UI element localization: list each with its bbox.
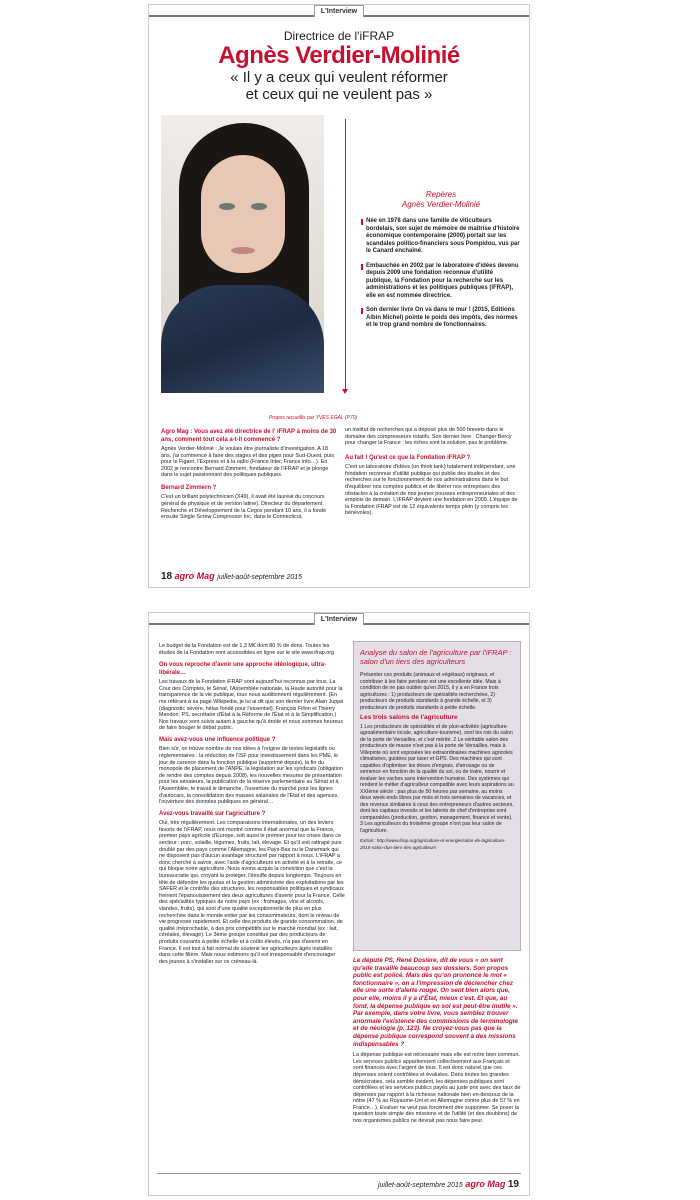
column-left [159,643,345,965]
column-right [353,957,521,1125]
reperes-box [361,190,521,337]
sidebar-source-link[interactable]: Extrait : http://www.ifrap.org/agriculture-et-energie/salon-de-lagriculture-2015-salon-dun-tiers-des-agriculteurs [360,838,506,850]
section-header: L'Interview [149,613,529,625]
portrait-photo [161,115,324,393]
question: Bernard Zimmern ? [161,484,217,491]
red-arrow-line [345,119,346,389]
page-footer [161,571,302,583]
sidebar-title: Analyse du salon de l'agriculture par l'iFRAP : salon d'un tiers des agriculteurs [360,648,512,666]
column-left [161,427,337,521]
magazine-logo: agro Mag [465,1179,506,1189]
answer: Bien sûr, on trouve nombre de nos idées à l'origine de textes législatifs ou réglementaires : la réduction de l'ISF pour investissement dans les PME, le jour de carence dans la fonction publique (supprimé depuis), la fin du monopole de placement de l'ANPE, la législation sur les syndicats (obligation de rendre des comptes depuis 2008), les nouvelles mesures de présentation pour les sénateurs, la publication de la réserve parlementaire au Sénat et à l'Assemblée, le travail le dimanche, l'ouverture du marché pour les lignes d'autocars, la consolidation des masses salariales de l'Etat et des agences, l'ouverture des données publiques en général… [159,746,343,806]
answer: Oui, très régulièrement. Les comparaisons internationales, un des leviers favoris de l'iFRAP, nous ont montré comme il était anormal que la France, premier pays agricole d'Europe, soit aussi le premier pour les crises dans ce secteur : porc, volaille, légumes, fruits, lait, élevage. Et qu'il soit rattrapé puis doublé par des pays comme l'Allemagne, les Pays-Bas ou le Danemark qui ne disposent pas d'aucun avantage structurel par rapport à nous. L'iFRAP a donc cherché à savoir, avec l'aide d'agriculteurs en activité et à la retraite, ce qui bloque notre agriculture. Nous avons acquis la conviction que c'est la bureaucratie qui, croyant la protéger, l'étouffe depuis longtemps. Toujours en tête de défendre les quotas et la gestion administrée des exploitations par les SAFER et le contrôle des structures, les responsables politiques et syndicaux freinent l'épanouissement des deux agricultures d'avenir pour la France. Celle des spécialités typiques de notre pays (ex : fromages, vins et alcools, viandes, fruits), qui sont d'une qualité exceptionnelle de plus en plus recherchée dans le monde entier par les consommateurs, dont le niveau de vie progresse rapidement. Et celle des produits de grande consommation, de qualité irréprochable, à des prix compétitifs sur le marché mondial (ex : lait, céréales, élevage). Le 3ème groupe constitué par des producteurs de produits courants à petite échelle et à coûts élevés, n'a pas d'avenir en France. Il est tout à fait normal de soutenir les agriculteurs âgés installés dans cette filière. Mais nous estimons qu'il est irresponsable d'encourager des jeunes à s'installer sur ce créneau-là. [159,820,345,965]
footer-divider [157,1173,521,1174]
reperes-item: Embauchée en 2002 par le laboratoire d'idées devenu depuis 2009 une fondation reconnue d'utilité publique, la Fondation pour la recherche sur les administrations et les politiques publiques (iFRAP), elle en est nommée directrice. [361,263,521,301]
sidebar-heading: Les trois salons de l'agriculture [360,714,458,721]
question: Avez-vous travaillé sur l'agriculture ? [159,810,266,817]
answer: C'est un brillant polytechnicien (X49), il avait été lauréat du concours général de physique et de version latine). Directeur du département Recherche et Développement de la Cegos pendant 10 ans, il a fondé ensuite Single Screw Compressor Inc. dans le Connecticut, [161,494,327,521]
answer: C'est un laboratoire d'idées (un think tank) totalement indépendant, une fondation reconnue d'utilité publique qui publie des études et des recherches sur le fonctionnement de nos administrations dans le but d'équilibrer nos comptes publics et de libérer nos entreprises des obstacles à la création de nos jeunes pousses entrepreneuriales et des emplois de demain. L'iFRAP devient une fondation en 2009. L'équipe de la Fondation iFRAP est de 12 équivalents temps plein (y compris les bénévoles). [345,464,518,517]
magazine-page-18 [148,4,530,588]
sidebar-intro: Présenter ces produits (animaux et végétaux) originaux, et contribuer à les faire perdurer est une excellente idée. Mais à condition de ne pas oublier qu'en 2015, il y a en France trois agricultures : 1) producteurs de spécialités recherchées, 2) producteurs de produits standards à grande échelle, et 3) producteurs de produits standards à petite échelle. [360,672,501,711]
headline-quote-1: « Il y a ceux qui veulent réformer [230,69,448,86]
sidebar-body: 1 Les producteurs de spécialités et de pluri-activités (agriculture-agroalimentaire locale, agriculture-tourisme), sont les rois du salon de la porte de Versailles, et c'est mérité. 2 Le véritable salon des producteurs de masse n'est pas à la porte de Versailles, mais à Villepinte où sont exposées les extraordinaires machines agricoles climatisées, guidées par laser et GPS. Des machines qui sont capables d'optimiser les doses d'engrais, d'arrosage ou de semence en fonction de la qualité du sol, ou de traire, nourrir et évaluer les vaches sans intervention humaine. Des systèmes qui rendent le métier d'agriculteur compatible avec leurs aspirations au XXIème siècle : pas plus de 50 heures par semaine, au moins deux week-ends libres par mois et trois semaines de vacances, et des revenus similaires à ceux des entrepreneurs d'autres secteurs, dont les capitaux investis et les talents de chef d'entreprise sont comparables (production, gestion, management, finance et vente). 3 Les agriculteurs du troisième groupe n'ont pas leur salon de l'agriculture. [360,723,514,834]
page-footer [378,1179,519,1191]
analysis-sidebar [353,641,521,951]
question: Agro Mag : Vous avez été directrice de l' iFRAP à moins de 30 ans, comment tout cela a-t-il commencé ? [161,429,337,443]
reperes-item: Son dernier livre On va dans le mur ! (2015, Editions Albin Michel) pointe le poids des impôts, des normes et le trop grand nombre de fonctionnaires. [361,307,521,330]
magazine-page-19 [148,612,530,1196]
answer: La dépense publique est nécessaire mais elle est notre bien commun. Les services publics appartiennent collectivement aux Français et sont financés avec l'argent de tous. Il est donc naturel que ces dépenses soient contrôlées et évaluées. Dans toutes les grandes démocraties, cela semble évident, les dépenses publiques sont contrôlées et les services publics payés au juste prix avec des taux de dépenses par rapport à la richesse nationale bien en-dessous de la nôtre (47 % au Royaume-Uni et en Allemagne contre plus de 57 % en France…). Evaluer ne veut pas forcément dire supprimer. Se poser la question toute simple des missions et de l'utilité (et des doublons) de nos organismes publics ne devrait pas nous faire peur. [353,1052,521,1125]
column-right [345,427,521,517]
page-number: 19 [507,1179,519,1190]
section-header: L'Interview [149,5,529,17]
reperes-title: Repères Agnès Verdier-Molinié [401,190,481,209]
answer: Agnès Verdier-Molinié : Je voulais être journaliste d'investigation. A 18 ans, j'ai commencé à faire des stages et des piges pour Sud-Ouest, puis pour le Figaro, l'Express et à la radio (France Inter, France info…). En 2002 je rencontre Bernard Zimmern, fondateur de l'iFRAP et je plonge dans le sujet passionnant des politiques publiques. [161,446,335,479]
reperes-item: Née en 1978 dans une famille de viticulteurs bordelais, son sujet de mémoire de maîtrise d'histoire économique contemporaine (2000) portait sur les scandales politico-financiers sous Pompidou, vus par le Canard enchaîné. [361,218,521,256]
page-number: 18 [161,571,173,582]
question: Au fait ! Qu'est ce que la Fondation iFRAP ? [345,454,471,461]
page-title: Agnès Verdier-Molinié [218,42,460,69]
issue-date: juillet-août-septembre 2015 [217,574,303,581]
subtitle: Directrice de l'iFRAP [283,29,395,43]
answer: un institut de recherches qui a déposé plus de 500 brevets dans le domaine des compresseurs rotatifs. Son dernier livre : Changer Bercy pour changer la France : les riches sont la solution, pas le problème. [345,427,512,447]
photo-credit: Propos recueillis par YVES EGAL (P70) [269,415,358,421]
answer: Les travaux de la Fondation iFRAP sont aujourd'hui reconnus par tous. La Cour des Comptes, le Sénat, l'Assemblée nationale, la Haute autorité pour la transparence de la vie publique, tous nous auditionnent régulièrement. (En me référant à sa page Wikipedia, je lui ai dit que son dernier livre Alain Juppé (diagnostic sévère, hélas fondé pour l'essentiel), François Fillon et Thierry Mandon, PS, secrétaire d'État à la Réforme de l'État et à la Simplification.) Nos travaux sont suivis autant à gauche qu'à droite et nous sommes heureux de faire bouger le débat public. [159,679,344,732]
headline-quote-2: et ceux qui ne veulent pas » [245,86,433,103]
issue-date: juillet-août-septembre 2015 [377,1182,463,1189]
magazine-logo: agro Mag [174,571,215,581]
question: Mais avez-vous une influence politique ? [159,736,276,743]
question: On vous reproche d'avoir une approche idéologique, ultra-libérale… [159,662,327,676]
intro-text: Le budget de la Fondation est de 1,3 M€ dont 80 % de dons. Toutes les études de la Fondation sont accessibles en ligne sur le site www.ifrap.org [159,643,334,656]
highlighted-question: Le député PS, René Dosière, dit de vous « on sent qu'elle travaille beaucoup ses dossiers. Son propos public est policé. Mais dès qu'on prononce le mot « fonctionnaire », on a l'impression de déclencher chez elle une sorte d'alerte rouge. On sent bien alors que, pour elle, moins il y a d'État, mieux c'est. Et que, au fond, la dépense publique en soi est peut-être inutile ». Par exemple, dans votre livre, vous semblez trouver anormale l'existence des commissions de terminologie et de néologie (p. 123). Ne croyez-vous pas que la dépense publique correspond souvent à des missions indispensables ? [353,957,518,1048]
